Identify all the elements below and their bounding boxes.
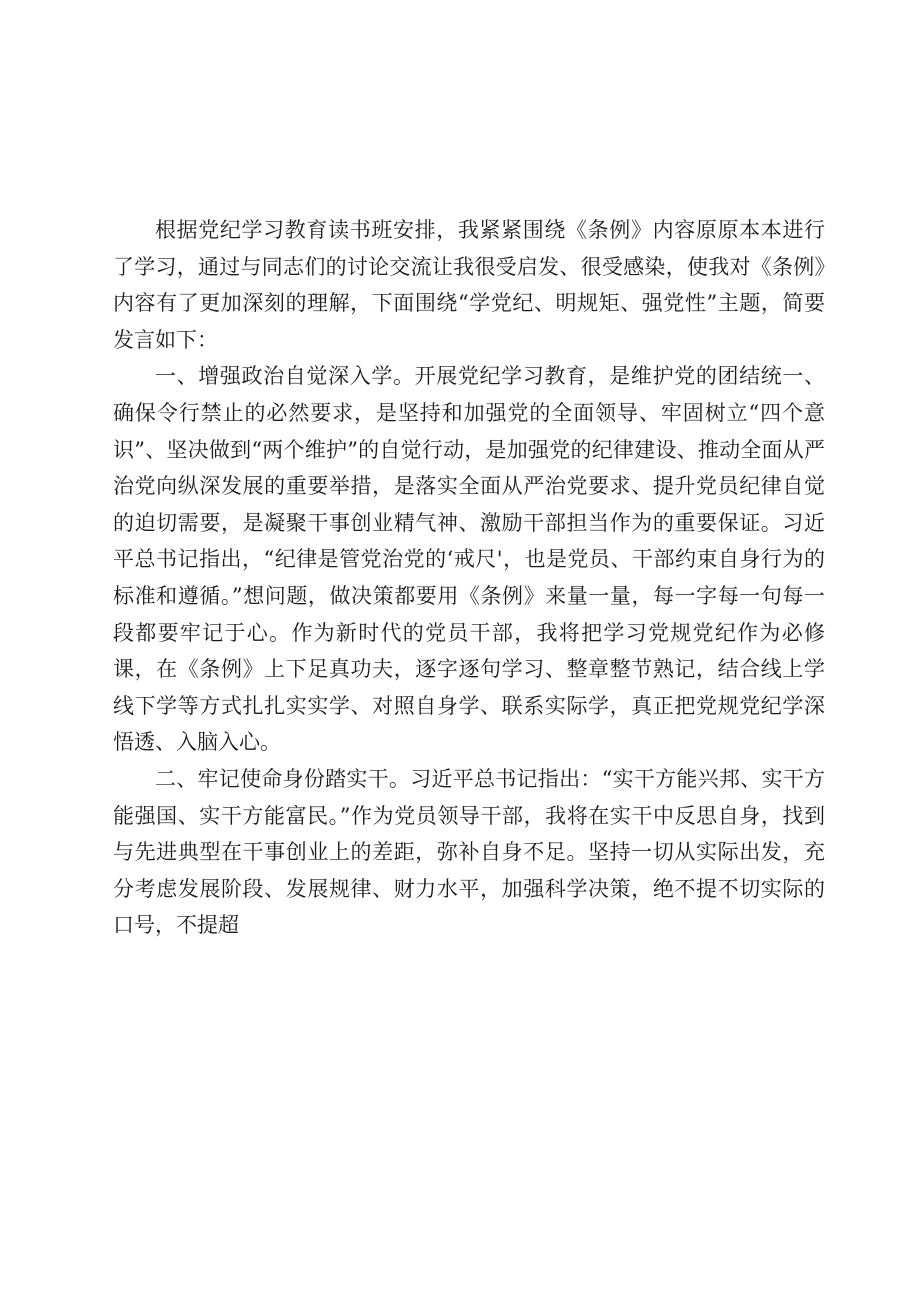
- paragraph-section-one: 一、增强政治自觉深入学。开展党纪学习教育，是维护党的团结统一、确保令行禁止的必然要求，是坚持和加强党的全面领导、牢固树立“四个意识”、坚决做到“两个维护”的自觉行动，是加强党的纪律建设、推动全面从严治党向纵深发展的重要举措，是落实全面从严治党要求、提升党员纪律自觉的迫切需要，是凝聚干事创业精气神、激励干部担当作为的重要保证。习近平总书记指出，“纪律是管党治党的‘戒尺'，也是党员、干部约束自身行为的标准和遵循。”想问题，做决策都要用《条例》来量一量，每一字每一句每一段都要牢记于心。作为新时代的党员干部，我将把学习党规党纪作为必修课，在《条例》上下足真功夫，逐字逐句学习、整章整节熟记，结合线上学线下学等方式扎扎实实学、对照自身学、联系实际学，真正把党规党纪学深悟透、入脑入心。: [113, 364, 825, 755]
- paragraph-section-two: 二、牢记使命身份踏实干。习近平总书记指出：“实干方能兴邦、实干方能强国、实干方能富民。”作为党员领导干部，我将在实干中反思自身，找到与先进典型在干事创业上的差距，弥补自身不足。坚持一切从实际出发，充分考虑发展阶段、发展规律、财力水平，加强科学决策，绝不提不切实际的口号，不提超: [113, 766, 825, 938]
- document-body: [113, 212, 825, 944]
- paragraph-intro: 根据党纪学习教育读书班安排，我紧紧围绕《条例》内容原原本本进行了学习，通过与同志们的讨论交流让我很受启发、很受感染，使我对《条例》内容有了更加深刻的理解，下面围绕“学党纪、明规矩、强党性”主题，简要发言如下：: [113, 218, 825, 352]
